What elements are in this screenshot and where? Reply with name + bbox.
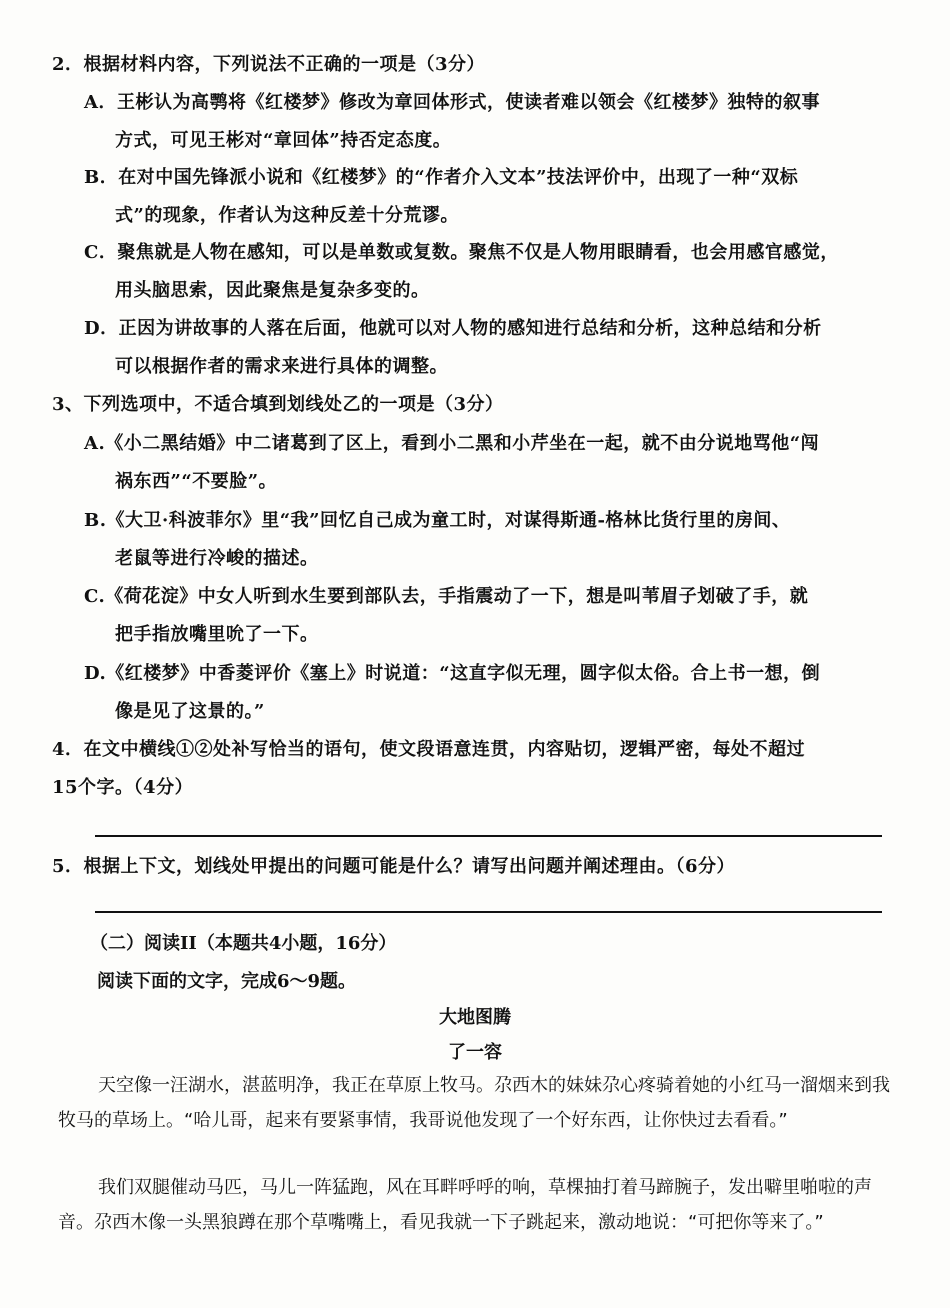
q2-option-d[interactable] (84, 310, 894, 386)
q3-c-line2: 把手指放嘴里吮了一下。 (115, 624, 319, 645)
section-heading: （二）阅读II（本题共4小题，16分） (90, 933, 397, 954)
reading-instruction: 阅读下面的文字，完成6～9题。 (97, 971, 357, 992)
q3-b-line1: B.《大卫·科波菲尔》里“我”回忆自己成为童工时，对谋得斯通-格林比货行里的房间、 (84, 510, 791, 531)
q2-option-c[interactable] (84, 234, 894, 310)
story-title: 大地图腾 (439, 1007, 511, 1028)
q3-b-line2: 老鼠等进行冷峻的描述。 (115, 548, 319, 569)
story-author: 了一容 (448, 1042, 502, 1063)
q5-answer-line[interactable] (95, 911, 882, 913)
q4-answer-line[interactable] (95, 835, 882, 837)
q3-option-a[interactable] (84, 425, 894, 501)
q2-option-b[interactable] (84, 159, 894, 235)
q3-d-line2: 像是见了这景的。” (115, 701, 265, 722)
q2-c-line1: C．聚焦就是人物在感知，可以是单数或复数。聚焦不仅是人物用眼睛看，也会用感官感觉， (84, 242, 839, 263)
q3-option-d[interactable] (84, 655, 894, 731)
q2-c-line2: 用头脑思索，因此聚焦是复杂多变的。 (115, 280, 430, 301)
q5-stem: 5．根据上下文，划线处甲提出的问题可能是什么？请写出问题并阐述理由。（6分） (52, 856, 736, 877)
q3-stem: 3、下列选项中，不适合填到划线处乙的一项是（3分） (52, 394, 504, 415)
q2-a-line1: A．王彬认为高鹗将《红楼梦》修改为章回体形式，使读者难以领会《红楼梦》独特的叙事 (84, 92, 820, 113)
q3-option-b[interactable] (84, 502, 894, 578)
q4-line2: 15个字。（4分） (52, 777, 194, 798)
q3-d-line1: D.《红楼梦》中香菱评价《塞上》时说道：“这直字似无理，圆字似太俗。合上书一想，倒 (84, 663, 821, 684)
q2-stem: 2．根据材料内容，下列说法不正确的一项是（3分） (52, 54, 486, 75)
q2-d-line2: 可以根据作者的需求来进行具体的调整。 (115, 356, 448, 377)
q2-d-line1: D．正因为讲故事的人落在后面，他就可以对人物的感知进行总结和分析，这种总结和分析 (84, 318, 822, 339)
q4-stem (52, 731, 902, 807)
q2-b-line2: 式”的现象，作者认为这种反差十分荒谬。 (115, 205, 459, 226)
q2-b-line1: B．在对中国先锋派小说和《红楼梦》的“作者介入文本”技法评价中，出现了一种“双标 (84, 167, 799, 188)
q3-a-line2: 祸东西”“不要脸”。 (115, 471, 278, 492)
q3-a-line1: A.《小二黑结婚》中二诸葛到了区上，看到小二黑和小芹坐在一起，就不由分说地骂他“闯 (84, 433, 820, 454)
q3-c-line1: C.《荷花淀》中女人听到水生要到部队去，手指震动了一下，想是叫苇眉子划破了手，就 (84, 586, 809, 607)
q3-option-c[interactable] (84, 578, 894, 654)
q4-line1: 4．在文中横线①②处补写恰当的语句，使文段语意连贯，内容贴切，逻辑严密，每处不超过 (52, 739, 806, 760)
q2-option-a[interactable] (84, 84, 894, 160)
story-paragraph-1: 天空像一汪湖水，湛蓝明净，我正在草原上牧马。尕西木的妹妹尕心疼骑着她的小红马一溜烟来到我牧马的草场上。“哈儿哥，起来有要紧事情，我哥说他发现了一个好东西，让你快过去看看。” (58, 1075, 890, 1131)
q2-a-line2: 方式，可见王彬对“章回体”持否定态度。 (115, 130, 452, 151)
story-paragraph-2: 我们双腿催动马匹，马儿一阵猛跑，风在耳畔呼呼的响，草棵抽打着马蹄腕子，发出噼里啪啦的声音。尕西木像一头黑狼蹲在那个草嘴嘴上，看见我就一下子跳起来，激动地说：“可把你等来了。” (58, 1177, 872, 1233)
